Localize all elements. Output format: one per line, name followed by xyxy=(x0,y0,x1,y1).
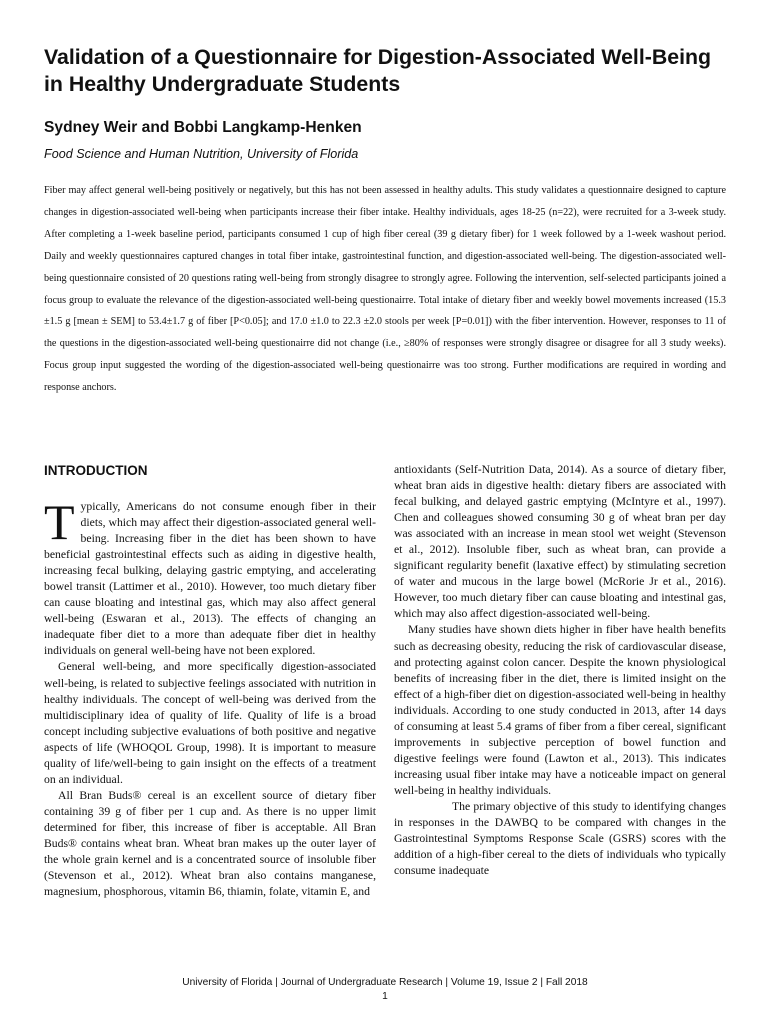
right-paragraph-1: antioxidants (Self-Nutrition Data, 2014). As a source of dietary fiber, wheat bran aids in digestive health: dietary fibers are associated with fecal bulking, and delayed gastric emptying (McIntyre et al., 1997). Chen and colleagues showed consuming 30 g of wheat bran per day was associated with an increase in mean stool wet weight (Stevenson et al., 2012). Insoluble fiber, such as wheat bran, can provide a significant regularity benefit (laxative effect) by stimulating secretion of water and mucous in the large bowel (McRorie Jr et al., 2016). However, too much dietary fiber can cause bloating and intestinal gas, which may also affect digestion-associated well-being. xyxy=(394,463,726,621)
intro-paragraph-3: All Bran Buds® cereal is an excellent source of dietary fiber containing 39 g of fiber per 1 cup and. As there is no upper limit determined for fiber, this increase of fiber is acceptable. All Bran Buds® contains wheat bran. Wheat bran makes up the outer layer of the whole grain kernel and is a concentrated source of insoluble fiber (Stevenson et al., 2012). Wheat bran also contains manganese, magnesium, phosphorous, vitamin B6, thiamin, folate, vitamin E, and xyxy=(44,788,376,899)
drop-cap: T xyxy=(44,494,75,550)
introduction-heading: INTRODUCTION xyxy=(44,463,148,478)
right-paragraph-3: The primary objective of this study to identifying changes in responses in the DAWBQ to be compared with changes in the Gastrointestinal Symptoms Response Scale (GSRS) scores with the addition of a high-fiber cereal to the diets of individuals who typically consume inadequate xyxy=(394,799,726,878)
page-number: 1 xyxy=(382,991,388,1002)
intro-paragraph-1-text: ypically, Americans do not consume enough fiber in their diets, which may affect their digestion-associated general well-being. Increasing fiber in the diet has been shown to have beneficial gastrointestinal effects such as aiding in digestive health, increasing fecal bulking, delaying gastric emptying, and accelerating bowel transit (Lattimer et al., 2010). However, too much dietary fiber can cause bloating and intestinal gas, which may also affect general well-being (Eswaran et al., 2013). The effects of changing an inadequate fiber diet to a more than adequate fiber diet in healthy individuals on general well-being have not been explored. xyxy=(44,500,376,658)
intro-paragraph-2: General well-being, and more specifically digestion-associated well-being, is related to subjective feelings associated with nutrition in healthy individuals. The concept of well-being was derived from the multidisciplinary idea of quality of life. Quality of life is a broad concept including subjective evaluations of both positive and negative aspects of life (WHOQOL Group, 1998). It is important to measure quality of life/well-being to gain insight on the effects of a treatment on an individual. xyxy=(44,660,376,786)
right-column xyxy=(394,462,726,978)
page-footer xyxy=(0,976,770,1004)
author-list: Sydney Weir and Bobbi Langkamp-Henken xyxy=(44,119,362,136)
right-paragraph-2: Many studies have shown diets higher in fiber have health benefits such as decreasing obesity, reducing the risk of cardiovascular disease, and protecting against colon cancer. Despite the known physiological benefits of increasing fiber in the diet, there is limited insight on the effect of a high-fiber diet on digestion-associated well-being in healthy individuals. According to one study conducted in 2013, after 14 days of consuming at least 5.4 grams of fiber from a fiber cereal, significant improvements in subjective perception of bowel function and digestive feelings were found (Lawton et al., 2013). This indicates increasing usual fiber intake may have a noticeable impact on general well-being in healthy individuals. xyxy=(394,623,726,797)
journal-footer: University of Florida | Journal of Undergraduate Research | Volume 19, Issue 2 | Fall 2018 xyxy=(182,977,588,988)
affiliation: Food Science and Human Nutrition, University of Florida xyxy=(44,147,359,161)
abstract: Fiber may affect general well-being positively or negatively, but this has not been assessed in healthy adults. This study validates a questionnaire designed to capture changes in digestion-associated well-being when participants increase their fiber intake. Healthy individuals, ages 18-25 (n=22), were recruited for a 3-week study. After completing a 1-week baseline period, participants consumed 1 cup of high fiber cereal (39 g dietary fiber) for 1 week followed by a 1-week washout period. Daily and weekly questionnaires captured changes in total fiber intake, gastrointestinal function, and digestion-associated well-being. The digestion-associated well-being questionnaire consisted of 20 questions rating well-being from strongly disagree to strongly agree. Following the intervention, self-selected participants joined a focus group to evaluate the relevance of the digestion-associated well-being questionairre. Total intake of dietary fiber and weekly bowel movements increased (15.3 ±1.5 g [mean ± SEM] to 53.4±1.7 g of fiber [P<0.05]; and 17.0 ±1.0 to 22.3 ±2.0 stools per week [P=0.01]) with the fiber intervention. However, responses to 11 of the questions in the digestion-associated well-being questionairre did not change (i.e., ≥80% of responses were strongly disagree or disagree for all 3 study weeks). Focus group input suggested the wording of the digestion-associated well-being questionairre was too strong. Further modifications are required in wording and response anchors. xyxy=(44,185,726,394)
paper-title: Validation of a Questionnaire for Digestion-Associated Well-Being in Healthy Undergraduate Students xyxy=(44,45,712,96)
left-column xyxy=(44,460,376,976)
intro-paragraph-1 xyxy=(44,494,376,659)
